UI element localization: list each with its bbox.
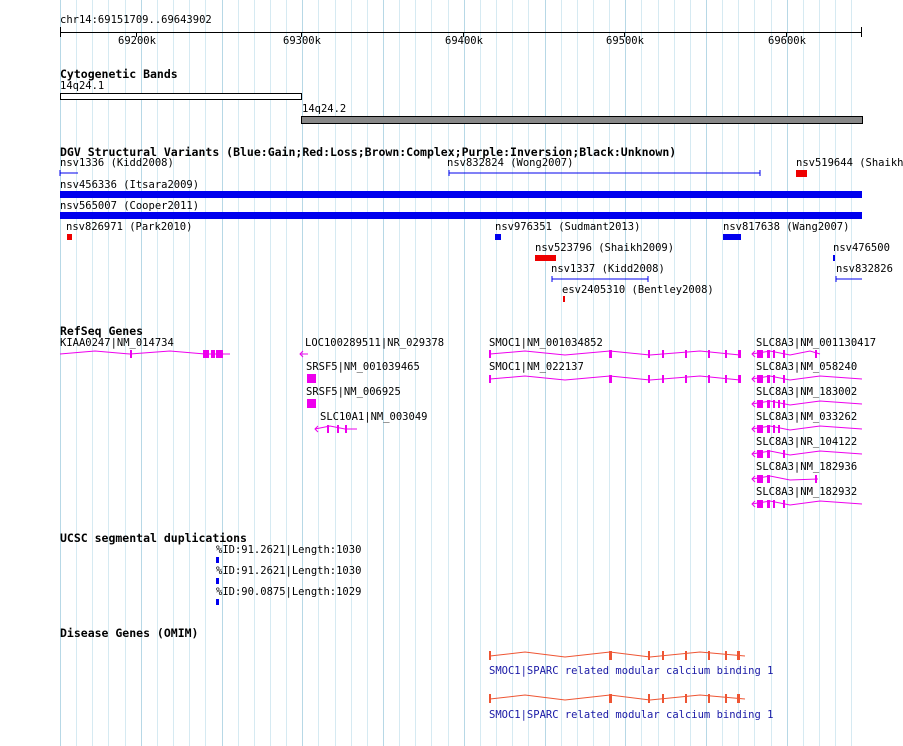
cytoband-label: 14q24.1 bbox=[60, 80, 105, 92]
cytoband-track-title: Cytogenetic Bands bbox=[60, 67, 178, 81]
omim-track-title: Disease Genes (OMIM) bbox=[60, 626, 199, 640]
omim-label: SMOC1|SPARC related modular calcium binding 1 bbox=[489, 665, 774, 677]
omim-label: SMOC1|SPARC related modular calcium binding 1 bbox=[489, 709, 774, 721]
variant-label: nsv565007 (Cooper2011) bbox=[60, 200, 200, 212]
gene-label: SRSF5|NM_006925 bbox=[306, 386, 401, 398]
variant-label: nsv456336 (Itsara2009) bbox=[60, 179, 200, 191]
variant-label: nsv832824 (Wong2007) bbox=[447, 157, 574, 169]
gene-label: SLC8A3|NR_104122 bbox=[756, 436, 858, 448]
dgv-track-title: DGV Structural Variants (Blue:Gain;Red:Loss;Brown:Complex;Purple:Inversion;Black:Unknown) bbox=[60, 145, 677, 159]
variant-label: nsv1336 (Kidd2008) bbox=[60, 157, 174, 169]
variant-label: nsv817638 (Wang2007) bbox=[723, 221, 850, 233]
gene-label: SRSF5|NM_001039465 bbox=[306, 361, 420, 373]
variant-label: nsv826971 (Park2010) bbox=[66, 221, 193, 233]
segdup-label: %ID:91.2621|Length:1030 bbox=[216, 565, 362, 577]
ruler-tick-label: 69500k bbox=[606, 35, 644, 47]
ruler-tick-label: 69200k bbox=[118, 35, 156, 47]
ruler-tick-label: 69600k bbox=[768, 35, 806, 47]
variant-label: esv2405310 (Bentley2008) bbox=[562, 284, 714, 296]
ruler-tick-label: 69300k bbox=[283, 35, 321, 47]
variant-label: nsv476500 bbox=[833, 242, 890, 254]
gene-label: SLC10A1|NM_003049 bbox=[320, 411, 428, 423]
segdup-track-title: UCSC segmental duplications bbox=[60, 531, 247, 545]
ruler-coordinates: chr14:69151709..69643902 bbox=[60, 14, 212, 26]
gene-label: SMOC1|NM_022137 bbox=[489, 361, 584, 373]
gene-label: LOC100289511|NR_029378 bbox=[305, 337, 445, 349]
gene-label: SMOC1|NM_001034852 bbox=[489, 337, 603, 349]
gene-label: KIAA0247|NM_014734 bbox=[60, 337, 174, 349]
gene-label: SLC8A3|NM_182932 bbox=[756, 486, 858, 498]
gene-label: SLC8A3|NM_183002 bbox=[756, 386, 858, 398]
ruler-tick-label: 69400k bbox=[445, 35, 483, 47]
variant-label: nsv523796 (Shaikh2009) bbox=[535, 242, 675, 254]
segdup-label: %ID:90.0875|Length:1029 bbox=[216, 586, 362, 598]
gene-label: SLC8A3|NM_058240 bbox=[756, 361, 858, 373]
variant-label: nsv1337 (Kidd2008) bbox=[551, 263, 665, 275]
gene-label: SLC8A3|NM_033262 bbox=[756, 411, 858, 423]
variant-label: nsv976351 (Sudmant2013) bbox=[495, 221, 641, 233]
gene-label: SLC8A3|NM_001130417 bbox=[756, 337, 877, 349]
refseq-track-title: RefSeq Genes bbox=[60, 324, 144, 338]
variant-label: nsv832826 bbox=[836, 263, 893, 275]
gene-label: SLC8A3|NM_182936 bbox=[756, 461, 858, 473]
cytoband-label: 14q24.2 bbox=[302, 103, 347, 115]
variant-label: nsv519644 (Shaikh bbox=[796, 157, 903, 169]
segdup-label: %ID:91.2621|Length:1030 bbox=[216, 544, 362, 556]
